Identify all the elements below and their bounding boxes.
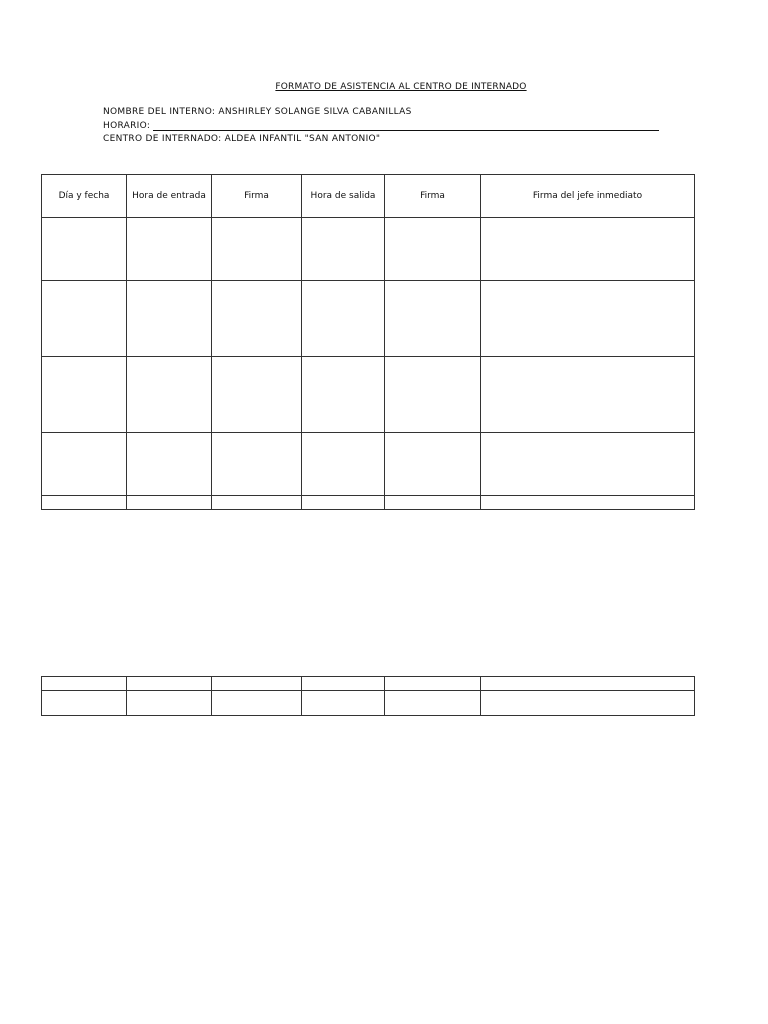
- table-cell: [127, 357, 212, 433]
- schedule-line: [103, 121, 659, 131]
- table-cell: [481, 357, 695, 433]
- table-cell: [385, 357, 481, 433]
- table-row: [42, 281, 695, 357]
- table-cell: [212, 677, 302, 691]
- table-cell: [42, 218, 127, 281]
- table-row: [42, 677, 695, 691]
- table-cell: [481, 433, 695, 496]
- table-cell: [481, 691, 695, 716]
- table-cell: [127, 433, 212, 496]
- schedule-blank-rule: [153, 121, 659, 131]
- table-row: [42, 496, 695, 510]
- internship-center-line: CENTRO DE INTERNADO: ALDEA INFANTIL "SAN ANTONIO": [103, 134, 381, 144]
- column-header-supervisor-signature: Firma del jefe inmediato: [481, 175, 695, 218]
- intern-name-line: NOMBRE DEL INTERNO: ANSHIRLEY SOLANGE SILVA CABANILLAS: [103, 107, 412, 117]
- bottom-table: [41, 676, 695, 716]
- table-cell: [127, 677, 212, 691]
- table-cell: [127, 218, 212, 281]
- table-cell: [127, 281, 212, 357]
- table-cell: [385, 433, 481, 496]
- table-cell: [127, 496, 212, 510]
- table-cell: [481, 281, 695, 357]
- table-cell: [127, 691, 212, 716]
- table-cell: [385, 281, 481, 357]
- table-cell: [302, 433, 385, 496]
- table-cell: [302, 281, 385, 357]
- table-cell: [42, 496, 127, 510]
- column-header-entry-time: Hora de entrada: [127, 175, 212, 218]
- table-cell: [42, 357, 127, 433]
- table-row: [42, 357, 695, 433]
- table-cell: [212, 691, 302, 716]
- table-cell: [385, 218, 481, 281]
- table-cell: [302, 677, 385, 691]
- table-cell: [42, 433, 127, 496]
- table-row: [42, 218, 695, 281]
- table-cell: [42, 677, 127, 691]
- table-cell: [302, 357, 385, 433]
- table-cell: [212, 357, 302, 433]
- table-cell: [212, 218, 302, 281]
- column-header-date: Día y fecha: [42, 175, 127, 218]
- attendance-table: [41, 174, 695, 510]
- column-header-entry-signature: Firma: [212, 175, 302, 218]
- table-cell: [302, 218, 385, 281]
- table-cell: [385, 691, 481, 716]
- table-cell: [212, 433, 302, 496]
- table-cell: [385, 677, 481, 691]
- table-cell: [302, 691, 385, 716]
- table-row: [42, 433, 695, 496]
- column-header-exit-time: Hora de salida: [302, 175, 385, 218]
- table-row: [42, 691, 695, 716]
- table-cell: [42, 281, 127, 357]
- table-header-row: [42, 175, 695, 218]
- document-title: FORMATO DE ASISTENCIA AL CENTRO DE INTERNADO: [275, 82, 527, 92]
- column-header-exit-signature: Firma: [385, 175, 481, 218]
- table-cell: [212, 281, 302, 357]
- schedule-label: HORARIO:: [103, 121, 151, 131]
- table-cell: [481, 496, 695, 510]
- table-cell: [385, 496, 481, 510]
- table-cell: [481, 218, 695, 281]
- table-cell: [302, 496, 385, 510]
- table-cell: [481, 677, 695, 691]
- table-cell: [212, 496, 302, 510]
- table-cell: [42, 691, 127, 716]
